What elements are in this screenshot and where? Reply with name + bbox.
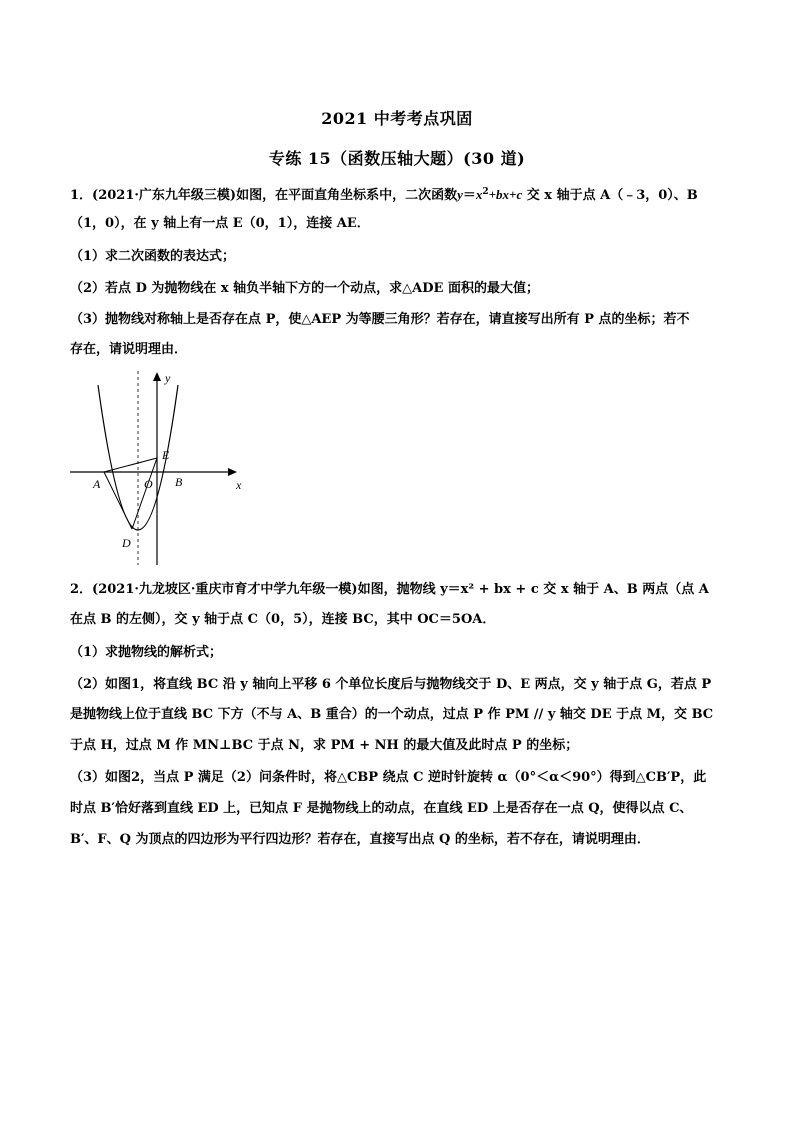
label-a: A	[93, 477, 101, 491]
q1-stem-a: 如图，在平面直角坐标系中，二次函数	[236, 188, 458, 203]
q1-stem-b: 交 x 轴于点	[522, 188, 596, 203]
q1-number: 1．	[70, 188, 93, 203]
label-y: y	[165, 371, 171, 385]
q2-line-2: 在点 B 的左侧），交 y 轴于点 C（0，5），连接 BC，其中 OC＝5OA．	[70, 612, 496, 627]
q1-line-1	[70, 186, 730, 205]
q2-stem-1: 如图，抛物线 y＝x² + bx + c 交 x 轴于 A、B 两点（点 A	[357, 582, 709, 597]
q1-eq-rest: +bx+c	[488, 187, 523, 202]
q1-eq-exponent: 2	[482, 187, 489, 197]
q1-eq-equals: ＝	[462, 188, 476, 203]
y-axis-arrow	[153, 372, 161, 381]
q2-part-3a: （3）如图2，当点 P 满足（2）问条件时，将△CBP 绕点 C 逆时针旋转 α（0°＜α＜90°）得到△CB′P，此	[70, 770, 707, 785]
q1-part-3a: （3）抛物线对称轴上是否存在点 P，使△AEP 为等腰三角形？若存在，请直接写出所有 P 点的坐标；若不	[70, 312, 690, 327]
q2-part-2c: 于点 H，过点 M 作 MN⊥BC 于点 N，求 PM + NH 的最大值及此时点 P 的坐标；	[70, 738, 579, 753]
q1-line-2: （1，0），在 y 轴上有一点 E（0，1），连接 AE．	[70, 216, 370, 231]
q2-part-3b: 时点 B′恰好落到直线 ED 上，已知点 F 是抛物线上的动点，在直线 ED 上是否存在一点 Q，使得以点 C、	[70, 801, 693, 816]
q1-part-2: （2）若点 D 为抛物线在 x 轴负半轴下方的一个动点，求△ADE 面积的最大值；	[70, 281, 539, 296]
q1-eq-y: y	[457, 187, 463, 202]
label-o: O	[144, 477, 153, 491]
parabola-diagram	[66, 365, 250, 570]
q2-part-2a: （2）如图1，将直线 BC 沿 y 轴向上平移 6 个单位长度后与抛物线交于 D、E 两点，交 y 轴于点 G，若点 P	[70, 677, 712, 692]
label-x: x	[236, 478, 242, 492]
q1-part-3b: 存在，请说明理由．	[70, 342, 188, 357]
q2-part-3c: B′、F、Q 为顶点的四边形为平行四边形？若存在，直接写出点 Q 的坐标，若不存在，请说明理由．	[70, 832, 650, 847]
q1-stem-c: A（﹣3，0）、B	[595, 188, 698, 203]
page-subtitle: 专练 15（函数压轴大题）(30 道)	[268, 149, 526, 168]
q1-figure	[66, 365, 250, 570]
q2-part-2b: 是抛物线上位于直线 BC 下方（不与 A、B 重合）的一个动点，过点 P 作 PM // y 轴交 DE 于点 M，交 BC	[70, 707, 714, 722]
q1-source: (2021·广东九年级三模)	[92, 188, 237, 203]
q2-part-1: （1）求抛物线的解析式；	[70, 645, 223, 660]
label-b: B	[175, 475, 183, 489]
segment-de	[132, 458, 157, 529]
q2-line-1	[70, 581, 730, 599]
q2-number: 2．	[70, 582, 93, 597]
segment-ad	[104, 472, 132, 529]
label-d: D	[122, 536, 131, 550]
page-title: 2021 中考考点巩固	[321, 109, 473, 128]
q1-eq-x: x	[475, 187, 483, 202]
x-axis-arrow	[228, 468, 237, 476]
q1-part-1: （1）求二次函数的表达式；	[70, 249, 236, 264]
segment-ae	[104, 458, 157, 472]
label-e: E	[162, 448, 170, 462]
q2-source: (2021·九龙坡区·重庆市育才中学九年级一模)	[92, 582, 358, 597]
